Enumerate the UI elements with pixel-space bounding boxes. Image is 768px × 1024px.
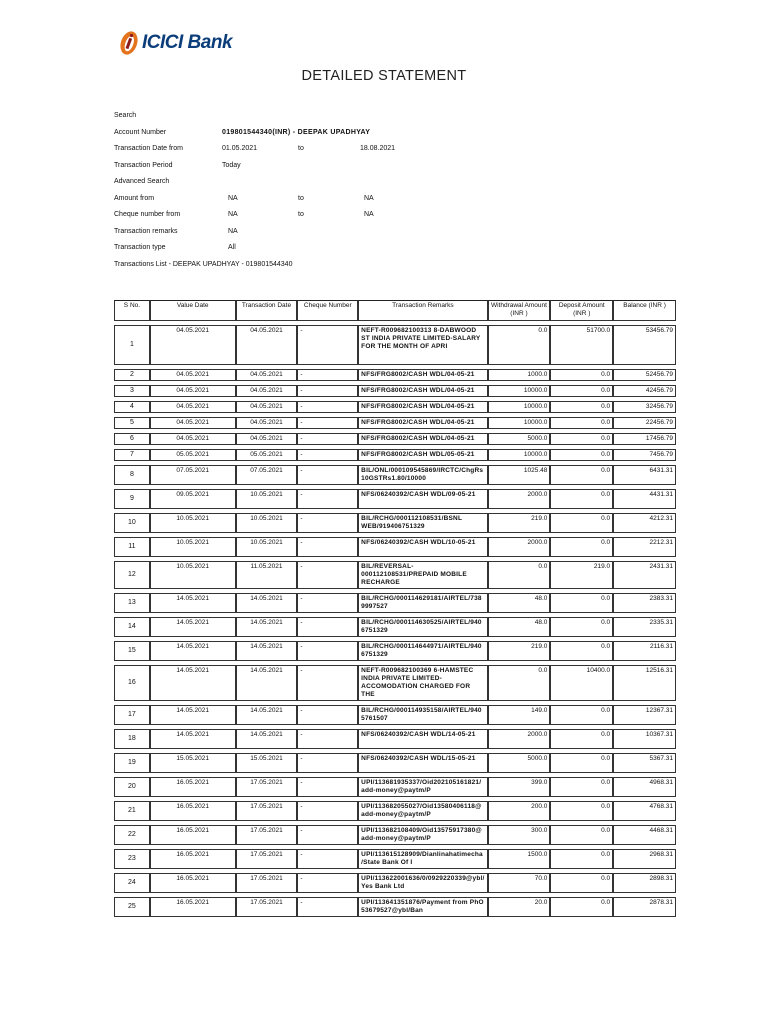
- bank-name: ICICI Bank: [142, 32, 233, 53]
- header-value-date: Value Date: [150, 300, 236, 321]
- row-transaction-date: 14.05.2021: [236, 729, 298, 749]
- row-deposit: 0.0: [550, 385, 613, 397]
- cheque-to-label: to: [298, 211, 304, 218]
- row-withdrawal: 10000.0: [488, 401, 551, 413]
- row-withdrawal: 200.0: [488, 801, 551, 821]
- row-value-date: 15.05.2021: [150, 753, 236, 773]
- page-title: DETAILED STATEMENT: [301, 68, 467, 84]
- row-balance: 4431.31: [613, 489, 676, 509]
- row-remarks: NFS/06240392/CASH WDL/09-05-21: [358, 489, 487, 509]
- row-deposit: 0.0: [550, 513, 613, 533]
- row-balance: 7456.79: [613, 449, 676, 461]
- row-sno: 18: [114, 729, 150, 749]
- table-row: [114, 873, 676, 893]
- row-withdrawal: 2000.0: [488, 489, 551, 509]
- row-withdrawal: 48.0: [488, 593, 551, 613]
- row-value-date: 10.05.2021: [150, 561, 236, 589]
- row-withdrawal: 10000.0: [488, 385, 551, 397]
- date-label: Transaction Date from: [114, 145, 183, 152]
- row-sno: 15: [114, 641, 150, 661]
- row-deposit: 0.0: [550, 417, 613, 429]
- row-remarks: NFS/FRG8002/CASH WDL/04-05-21: [358, 369, 487, 381]
- row-balance: 2383.31: [613, 593, 676, 613]
- table-row: [114, 705, 676, 725]
- row-sno: 20: [114, 777, 150, 797]
- row-value-date: 05.05.2021: [150, 449, 236, 461]
- row-value-date: 16.05.2021: [150, 849, 236, 869]
- row-balance: 5367.31: [613, 753, 676, 773]
- row-balance: 2431.31: [613, 561, 676, 589]
- row-balance: 2116.31: [613, 641, 676, 661]
- row-sno: 1: [114, 325, 150, 365]
- row-transaction-date: 10.05.2021: [236, 513, 298, 533]
- row-value-date: 16.05.2021: [150, 801, 236, 821]
- row-remarks: UPI/113681935337/Oid202105161821/ add-money@paytm/P: [358, 777, 487, 797]
- remarks-label: Transaction remarks: [114, 227, 178, 235]
- table-row: [114, 401, 676, 413]
- row-remarks: NFS/06240392/CASH WDL/14-05-21: [358, 729, 487, 749]
- row-remarks: BIL/RCHG/000114935158/AIRTEL/940 5761507: [358, 705, 487, 725]
- date-to-label: to: [298, 145, 304, 152]
- row-transaction-date: 11.05.2021: [236, 561, 298, 589]
- row-balance: 52456.79: [613, 369, 676, 381]
- row-remarks: BIL/REVERSAL-000112108531/PREPAID MOBILE RECHARGE: [358, 561, 487, 589]
- row-deposit: 0.0: [550, 433, 613, 445]
- table-row: [114, 561, 676, 589]
- table-header-row: [114, 300, 676, 321]
- row-sno: 13: [114, 593, 150, 613]
- row-transaction-date: 14.05.2021: [236, 665, 298, 701]
- row-deposit: 0.0: [550, 777, 613, 797]
- row-withdrawal: 300.0: [488, 825, 551, 845]
- row-remarks: UPI/113641351876/Payment from PhO 53679527@ybl/Ban: [358, 897, 487, 917]
- row-transaction-date: 07.05.2021: [236, 465, 298, 485]
- period-label: Transaction Period: [114, 161, 173, 169]
- table-row: [114, 801, 676, 821]
- table-row: [114, 777, 676, 797]
- row-remarks: NFS/FRG8002/CASH WDL/04-05-21: [358, 401, 487, 413]
- row-value-date: 14.05.2021: [150, 705, 236, 725]
- row-transaction-date: 15.05.2021: [236, 753, 298, 773]
- row-transaction-date: 17.05.2021: [236, 777, 298, 797]
- row-value-date: 14.05.2021: [150, 617, 236, 637]
- table-row: [114, 537, 676, 557]
- amount-from: NA: [228, 194, 238, 202]
- row-transaction-date: 10.05.2021: [236, 537, 298, 557]
- row-cheque-number: -: [297, 849, 358, 869]
- row-sno: 10: [114, 513, 150, 533]
- table-row: [114, 729, 676, 749]
- row-transaction-date: 04.05.2021: [236, 385, 298, 397]
- row-cheque-number: -: [297, 729, 358, 749]
- period-value: Today: [222, 161, 241, 169]
- row-deposit: 0.0: [550, 705, 613, 725]
- row-cheque-number: -: [297, 897, 358, 917]
- row-remarks: UPI/113682108409/Oid13575917380@ add-money@paytm/P: [358, 825, 487, 845]
- table-row: [114, 417, 676, 429]
- row-remarks: BIL/ONL/000109545869/IRCTC/ChgRs 10GSTRs1.80/10000: [358, 465, 487, 485]
- row-withdrawal: 20.0: [488, 897, 551, 917]
- table-row: [114, 385, 676, 397]
- row-transaction-date: 04.05.2021: [236, 325, 298, 365]
- row-sno: 17: [114, 705, 150, 725]
- type-value: All: [228, 244, 236, 251]
- row-balance: 4468.31: [613, 825, 676, 845]
- row-deposit: 10400.0: [550, 665, 613, 701]
- row-withdrawal: 5000.0: [488, 433, 551, 445]
- row-remarks: UPI/113615128909/Dianlinahatimecha /State Bank Of I: [358, 849, 487, 869]
- row-balance: 4212.31: [613, 513, 676, 533]
- row-transaction-date: 17.05.2021: [236, 897, 298, 917]
- row-value-date: 14.05.2021: [150, 593, 236, 613]
- type-label: Transaction type: [114, 244, 166, 251]
- row-withdrawal: 1500.0: [488, 849, 551, 869]
- table-row: [114, 465, 676, 485]
- table-row: [114, 849, 676, 869]
- row-balance: 12367.31: [613, 705, 676, 725]
- advanced-search-heading: Advanced Search: [114, 178, 170, 185]
- row-transaction-date: 04.05.2021: [236, 369, 298, 381]
- row-cheque-number: -: [297, 801, 358, 821]
- row-cheque-number: -: [297, 369, 358, 381]
- row-transaction-date: 04.05.2021: [236, 417, 298, 429]
- row-cheque-number: -: [297, 825, 358, 845]
- row-value-date: 16.05.2021: [150, 873, 236, 893]
- row-cheque-number: -: [297, 705, 358, 725]
- row-deposit: 0.0: [550, 873, 613, 893]
- row-deposit: 0.0: [550, 489, 613, 509]
- row-cheque-number: -: [297, 325, 358, 365]
- row-remarks: NFS/06240392/CASH WDL/10-05-21: [358, 537, 487, 557]
- cheque-to: NA: [364, 211, 374, 218]
- row-cheque-number: -: [297, 641, 358, 661]
- row-deposit: 0.0: [550, 449, 613, 461]
- row-transaction-date: 04.05.2021: [236, 433, 298, 445]
- row-cheque-number: -: [297, 465, 358, 485]
- row-sno: 8: [114, 465, 150, 485]
- row-cheque-number: -: [297, 417, 358, 429]
- cheque-from: NA: [228, 211, 238, 218]
- date-from: 01.05.2021: [222, 145, 258, 152]
- row-deposit: 0.0: [550, 401, 613, 413]
- row-balance: 6431.31: [613, 465, 676, 485]
- header-balance: Balance (INR ): [613, 300, 676, 321]
- search-criteria: [114, 112, 674, 277]
- row-deposit: 0.0: [550, 465, 613, 485]
- table-row: [114, 449, 676, 461]
- row-balance: 2212.31: [613, 537, 676, 557]
- header-transaction-date: Transaction Date: [236, 300, 298, 321]
- row-cheque-number: -: [297, 489, 358, 509]
- row-deposit: 0.0: [550, 729, 613, 749]
- row-balance: 2335.31: [613, 617, 676, 637]
- row-transaction-date: 17.05.2021: [236, 801, 298, 821]
- account-value: 019801544340(INR) - DEEPAK UPADHYAY: [222, 128, 371, 136]
- row-withdrawal: 48.0: [488, 617, 551, 637]
- row-remarks: BIL/RCHG/000114629181/AIRTEL/738 9997527: [358, 593, 487, 613]
- table-row: [114, 325, 676, 365]
- row-sno: 3: [114, 385, 150, 397]
- row-sno: 24: [114, 873, 150, 893]
- row-transaction-date: 10.05.2021: [236, 489, 298, 509]
- row-sno: 14: [114, 617, 150, 637]
- row-balance: 10367.31: [613, 729, 676, 749]
- row-cheque-number: -: [297, 593, 358, 613]
- row-withdrawal: 10000.0: [488, 449, 551, 461]
- row-cheque-number: -: [297, 873, 358, 893]
- row-sno: 7: [114, 449, 150, 461]
- row-transaction-date: 14.05.2021: [236, 593, 298, 613]
- row-remarks: NEFT-R009682100313 8-DABWOOD ST INDIA PRIVATE LIMITED-SALARY FOR THE MONTH OF APRI: [358, 325, 487, 365]
- row-withdrawal: 0.0: [488, 665, 551, 701]
- date-to: 18.08.2021: [360, 145, 396, 152]
- row-transaction-date: 17.05.2021: [236, 825, 298, 845]
- row-deposit: 51700.0: [550, 325, 613, 365]
- row-cheque-number: -: [297, 561, 358, 589]
- row-balance: 4768.31: [613, 801, 676, 821]
- table-row: [114, 753, 676, 773]
- row-sno: 11: [114, 537, 150, 557]
- row-deposit: 0.0: [550, 369, 613, 381]
- row-sno: 6: [114, 433, 150, 445]
- row-withdrawal: 0.0: [488, 325, 551, 365]
- row-remarks: NFS/FRG8002/CASH WDL/05-05-21: [358, 449, 487, 461]
- row-transaction-date: 17.05.2021: [236, 849, 298, 869]
- row-withdrawal: 219.0: [488, 641, 551, 661]
- row-withdrawal: 70.0: [488, 873, 551, 893]
- account-label: Account Number: [114, 128, 167, 136]
- row-sno: 5: [114, 417, 150, 429]
- row-cheque-number: -: [297, 617, 358, 637]
- row-sno: 22: [114, 825, 150, 845]
- row-cheque-number: -: [297, 449, 358, 461]
- table-row: [114, 593, 676, 613]
- row-transaction-date: 14.05.2021: [236, 705, 298, 725]
- row-transaction-date: 14.05.2021: [236, 641, 298, 661]
- table-row: [114, 369, 676, 381]
- row-withdrawal: 1025.48: [488, 465, 551, 485]
- header-cheque-number: Cheque Number: [297, 300, 358, 321]
- table-row: [114, 513, 676, 533]
- row-value-date: 04.05.2021: [150, 401, 236, 413]
- row-cheque-number: -: [297, 537, 358, 557]
- row-cheque-number: -: [297, 513, 358, 533]
- table-row: [114, 825, 676, 845]
- row-deposit: 0.0: [550, 593, 613, 613]
- row-value-date: 16.05.2021: [150, 897, 236, 917]
- row-transaction-date: 17.05.2021: [236, 873, 298, 893]
- row-remarks: BIL/RCHG/000114630525/AIRTEL/940 6751329: [358, 617, 487, 637]
- row-remarks: UPI/113622001636/0/0929220339@ybl/ Yes Bank Ltd: [358, 873, 487, 893]
- table-row: [114, 665, 676, 701]
- row-deposit: 0.0: [550, 641, 613, 661]
- row-withdrawal: 2000.0: [488, 537, 551, 557]
- row-value-date: 14.05.2021: [150, 641, 236, 661]
- row-remarks: NEFT-R009682100369 6-HAMSTEC INDIA PRIVATE LIMITED-ACCOMODATION CHARGED FOR THE: [358, 665, 487, 701]
- row-cheque-number: -: [297, 433, 358, 445]
- table-row: [114, 897, 676, 917]
- row-value-date: 04.05.2021: [150, 433, 236, 445]
- row-withdrawal: 1000.0: [488, 369, 551, 381]
- row-withdrawal: 2000.0: [488, 729, 551, 749]
- row-balance: 12516.31: [613, 665, 676, 701]
- row-transaction-date: 04.05.2021: [236, 401, 298, 413]
- row-value-date: 14.05.2021: [150, 729, 236, 749]
- row-value-date: 10.05.2021: [150, 537, 236, 557]
- amount-to-label: to: [298, 194, 304, 202]
- row-sno: 23: [114, 849, 150, 869]
- transactions-list-title: Transactions List - DEEPAK UPADHYAY - 019801544340: [114, 260, 293, 268]
- row-cheque-number: -: [297, 665, 358, 701]
- header-sno: S No.: [114, 300, 150, 321]
- row-balance: 17456.79: [613, 433, 676, 445]
- row-value-date: 04.05.2021: [150, 369, 236, 381]
- row-deposit: 0.0: [550, 537, 613, 557]
- row-balance: 53456.79: [613, 325, 676, 365]
- table-row: [114, 489, 676, 509]
- row-remarks: NFS/FRG8002/CASH WDL/04-05-21: [358, 433, 487, 445]
- row-withdrawal: 399.0: [488, 777, 551, 797]
- row-value-date: 16.05.2021: [150, 777, 236, 797]
- row-value-date: 04.05.2021: [150, 385, 236, 397]
- row-value-date: 07.05.2021: [150, 465, 236, 485]
- header-withdrawal: Withdrawal Amount (INR ): [488, 300, 551, 321]
- row-withdrawal: 219.0: [488, 513, 551, 533]
- row-withdrawal: 149.0: [488, 705, 551, 725]
- row-remarks: NFS/FRG8002/CASH WDL/04-05-21: [358, 417, 487, 429]
- header-deposit: Deposit Amount (INR ): [550, 300, 613, 321]
- row-value-date: 16.05.2021: [150, 825, 236, 845]
- table-row: [114, 433, 676, 445]
- row-sno: 25: [114, 897, 150, 917]
- row-sno: 21: [114, 801, 150, 821]
- transactions-table: [114, 296, 676, 921]
- icici-logo-icon: [118, 29, 140, 57]
- search-heading: Search: [114, 112, 137, 119]
- row-deposit: 0.0: [550, 849, 613, 869]
- row-withdrawal: 0.0: [488, 561, 551, 589]
- row-cheque-number: -: [297, 753, 358, 773]
- table-row: [114, 641, 676, 661]
- amount-to: NA: [364, 194, 374, 202]
- row-deposit: 0.0: [550, 801, 613, 821]
- cheque-label: Cheque number from: [114, 211, 181, 218]
- row-cheque-number: -: [297, 401, 358, 413]
- bank-logo: [118, 28, 232, 58]
- row-remarks: UPI/113682055027/Oid13580406118@ add-money@paytm/P: [358, 801, 487, 821]
- header-transaction-remarks: Transaction Remarks: [358, 300, 487, 321]
- row-remarks: BIL/RCHG/000114644971/AIRTEL/940 6751329: [358, 641, 487, 661]
- row-sno: 12: [114, 561, 150, 589]
- row-balance: 32456.79: [613, 401, 676, 413]
- table-row: [114, 617, 676, 637]
- row-sno: 4: [114, 401, 150, 413]
- row-withdrawal: 5000.0: [488, 753, 551, 773]
- row-deposit: 0.0: [550, 825, 613, 845]
- row-balance: 4968.31: [613, 777, 676, 797]
- row-remarks: NFS/FRG8002/CASH WDL/04-05-21: [358, 385, 487, 397]
- row-balance: 2898.31: [613, 873, 676, 893]
- row-remarks: NFS/06240392/CASH WDL/15-05-21: [358, 753, 487, 773]
- row-cheque-number: -: [297, 777, 358, 797]
- row-deposit: 219.0: [550, 561, 613, 589]
- row-balance: 22456.79: [613, 417, 676, 429]
- row-cheque-number: -: [297, 385, 358, 397]
- row-deposit: 0.0: [550, 753, 613, 773]
- row-balance: 2968.31: [613, 849, 676, 869]
- row-sno: 16: [114, 665, 150, 701]
- row-sno: 19: [114, 753, 150, 773]
- row-balance: 42456.79: [613, 385, 676, 397]
- row-value-date: 09.05.2021: [150, 489, 236, 509]
- row-remarks: BIL/RCHG/000112108531/BSNL WEB/919406751329: [358, 513, 487, 533]
- row-value-date: 10.05.2021: [150, 513, 236, 533]
- row-value-date: 04.05.2021: [150, 417, 236, 429]
- remarks-value: NA: [228, 227, 238, 235]
- row-sno: 2: [114, 369, 150, 381]
- row-transaction-date: 14.05.2021: [236, 617, 298, 637]
- row-deposit: 0.0: [550, 617, 613, 637]
- row-transaction-date: 05.05.2021: [236, 449, 298, 461]
- row-value-date: 14.05.2021: [150, 665, 236, 701]
- row-deposit: 0.0: [550, 897, 613, 917]
- row-sno: 9: [114, 489, 150, 509]
- row-value-date: 04.05.2021: [150, 325, 236, 365]
- row-balance: 2878.31: [613, 897, 676, 917]
- row-withdrawal: 10000.0: [488, 417, 551, 429]
- amount-label: Amount from: [114, 194, 155, 202]
